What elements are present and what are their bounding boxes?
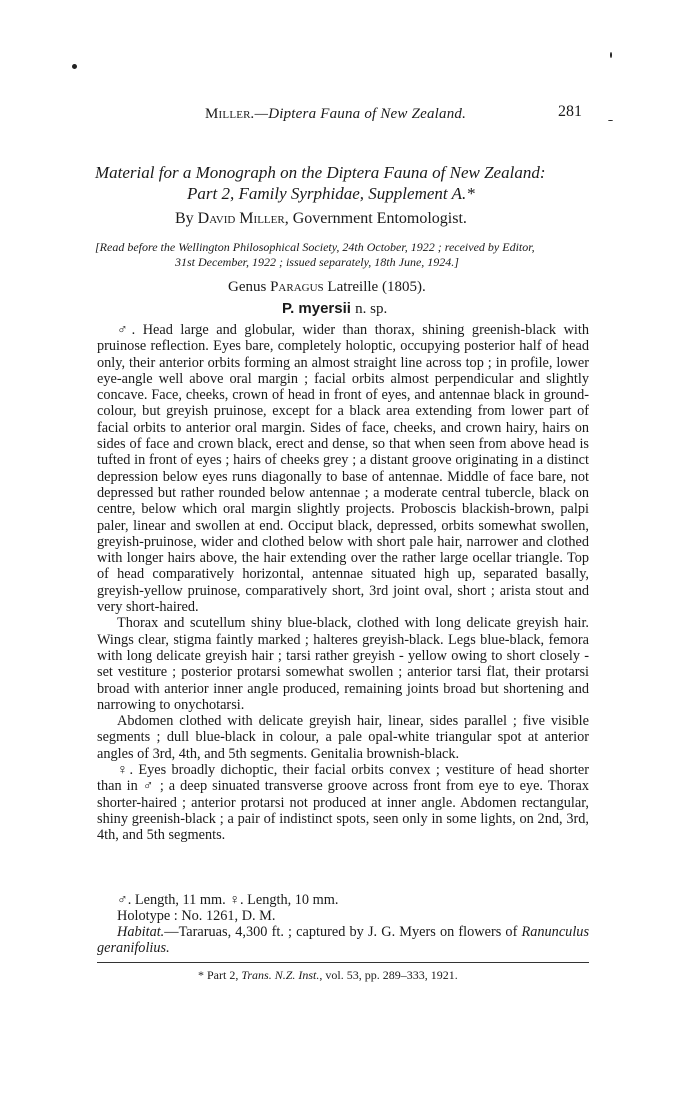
footnote-rest: , vol. 53, pp. 289–333, 1921. xyxy=(319,968,458,982)
page-number: 281 xyxy=(558,103,582,120)
running-head-title: Diptera Fauna of New Zealand. xyxy=(268,106,467,122)
genus-label: Genus xyxy=(228,279,267,295)
byline-author: David Miller xyxy=(197,210,285,227)
species-name: P. myersii xyxy=(282,300,351,317)
footnote xyxy=(198,968,458,983)
running-head xyxy=(205,106,466,123)
paragraph-abdomen: Abdomen clothed with delicate greyish hair, linear, sides parallel ; five visible segments ; dull blue-black in colour, a pale opal-white triangular spot at anterior angles of 3rd, 4th, and 5th segments. Genitalia brownish-black. xyxy=(97,713,589,762)
article-title-line-1: Material for a Monograph on the Diptera Fauna of New Zealand: xyxy=(95,163,546,182)
read-note-line-1: [Read before the Wellington Philosophical Society, 24th October, 1922 ; received by Editor, xyxy=(95,240,535,254)
footnote-prefix: * Part 2, xyxy=(198,968,239,982)
measurements: ♂. Length, 11 mm. ♀. Length, 10 mm. xyxy=(117,892,339,908)
article-title-line-2: Part 2, Family Syrphidae, Supplement A.* xyxy=(187,184,475,203)
print-speck xyxy=(72,64,77,69)
holotype: Holotype : No. 1261, D. M. xyxy=(117,908,276,924)
footnote-journal: Trans. N.Z. Inst. xyxy=(241,968,320,982)
paragraph-female: ♀. Eyes broadly dichoptic, their facial orbits convex ; vestiture of head shorter than in ♂ ; a deep sinuated transverse groove across front from eye to eye. Thorax shorter-haired ; anterior protarsi not produced at inner angle. Abdomen rectangular, shiny greenish-black ; a pair of indistinct spots, seen only in some lights, on 2nd, 3rd, 4th, and 5th segments. xyxy=(97,762,589,844)
habitat-text: —Tararuas, 4,300 ft. ; captured by J. G. Myers on flowers of xyxy=(164,924,518,940)
description-body xyxy=(97,322,589,844)
habitat-plant: Ranunculus geranifolius. xyxy=(97,924,590,957)
article-title xyxy=(95,162,595,204)
read-note xyxy=(95,240,595,270)
species-note: n. sp. xyxy=(355,301,388,317)
paragraph-thorax: Thorax and scutellum shiny blue-black, clothed with long delicate greyish hair. Wings clear, stigma faintly marked ; halteres greyish-black. Legs blue-black, femora with long delicate greyish hair ; tarsi rather greyish - yellow owing to short closely - set vestiture ; posterior protarsi somewhat swollen ; anterior tarsi flat, their protarsi broad with anterior inner angle produced, remaining joints broad but shortening and narrowing to onychotarsi. xyxy=(97,615,589,713)
habitat xyxy=(97,924,589,957)
footnote-rule xyxy=(97,962,589,963)
habitat-label: Habitat. xyxy=(117,924,165,940)
byline-by: By xyxy=(175,210,194,227)
print-speck xyxy=(610,52,612,58)
paragraph-male-head: ♂. Head large and globular, wider than thorax, shining greenish-black with pruinose reflection. Eyes bare, completely holoptic, occupying posterior half of head only, their anterior orbits forming an almost straight line across top ; in profile, lower eye-angle well above oral margin ; facial orbits almost perpendicular and slightly concave. Face, cheeks, crown of head in front of eyes, and antennae black in ground-colour, but greyish pruinose, except for a black area extending from lower part of facial orbits to anterior oral margin. Sides of face, cheeks, and crown hairy, hairs on sides of face and crown black, erect and dense, so that when seen from above head is tufted in front of eyes ; hairs of cheeks grey ; a distant groove originating in a distinct depression below eyes runs diagonally to base of antennae. Middle of face bare, not depressed but rather rounded below antennae ; a moderate central tubercle, black on centre, below which oral margin slightly projects. Proboscis blackish-brown, palpi paler, linear and swollen at end. Occiput black, depressed, orbits somewhat swollen, greyish-pruinose, wider and clothed below with short pale hair, narrower and clothed with longer hairs above, the hair extending over the rather large ocellar triangle. Top of head comparatively horizontal, antennae situated high up, separated basally, greyish-yellow pruinose, comparatively short, 3rd joint oval, short ; arista stout and very short-haired. xyxy=(97,322,589,616)
byline-position: , Government Entomologist. xyxy=(284,210,467,227)
running-head-separator: .— xyxy=(250,106,269,122)
genus-name: Paragus xyxy=(270,279,324,295)
read-note-line-2: 31st December, 1922 ; issued separately, 18th June, 1924.] xyxy=(175,255,459,269)
genus-authority: Latreille (1805). xyxy=(327,279,426,295)
species-heading xyxy=(282,300,387,318)
print-speck xyxy=(608,120,613,121)
running-head-author: Miller xyxy=(205,106,251,122)
byline xyxy=(175,210,467,228)
genus-heading xyxy=(228,279,426,296)
